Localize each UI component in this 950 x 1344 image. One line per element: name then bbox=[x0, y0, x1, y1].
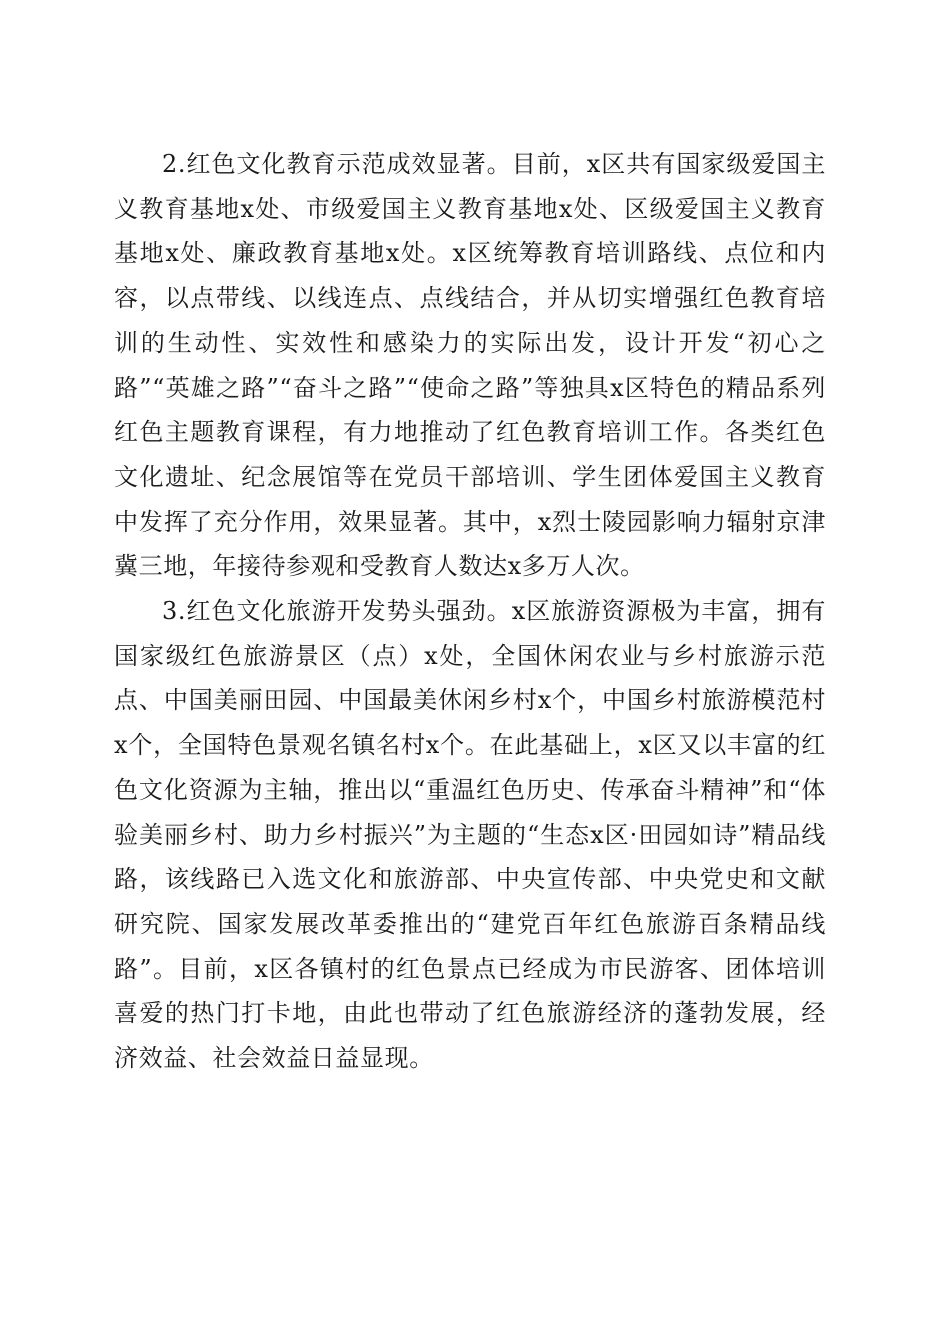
paragraph-red-culture-education: 2.红色文化教育示范成效显著。目前，x区共有国家级爱国主义教育基地x处、市级爱国主义教育基地x处、区级爱国主义教育基地x处、廉政教育基地x处。x区统筹教育培训路线、点位和内容，以点带线、以线连点、点线结合，并从切实增强红色教育培训的生动性、实效性和感染力的实际出发，设计开发“初心之路”“英雄之路”“奋斗之路”“使命之路”等独具x区特色的精品系列红色主题教育课程，有力地推动了红色教育培训工作。各类红色文化遗址、纪念展馆等在党员干部培训、学生团体爱国主义教育中发挥了充分作用，效果显著。其中，x烈士陵园影响力辐射京津冀三地，年接待参观和受教育人数达x多万人次。 bbox=[114, 150, 826, 581]
paragraph-red-culture-tourism: 3.红色文化旅游开发势头强劲。x区旅游资源极为丰富，拥有国家级红色旅游景区（点）x处，全国休闲农业与乡村旅游示范点、中国美丽田园、中国最美休闲乡村x个，中国乡村旅游模范村x个，全国特色景观名镇名村x个。在此基础上，x区又以丰富的红色文化资源为主轴，推出以“重温红色历史、传承奋斗精神”和“体验美丽乡村、助力乡村振兴”为主题的“生态x区·田园如诗”精品线路，该线路已入选文化和旅游部、中央宣传部、中央党史和文献研究院、国家发展改革委推出的“建党百年红色旅游百条精品线路”。目前，x区各镇村的红色景点已经成为市民游客、团体培训喜爱的热门打卡地，由此也带动了红色旅游经济的蓬勃发展，经济效益、社会效益日益显现。 bbox=[114, 597, 826, 1073]
body-text bbox=[114, 142, 826, 1081]
